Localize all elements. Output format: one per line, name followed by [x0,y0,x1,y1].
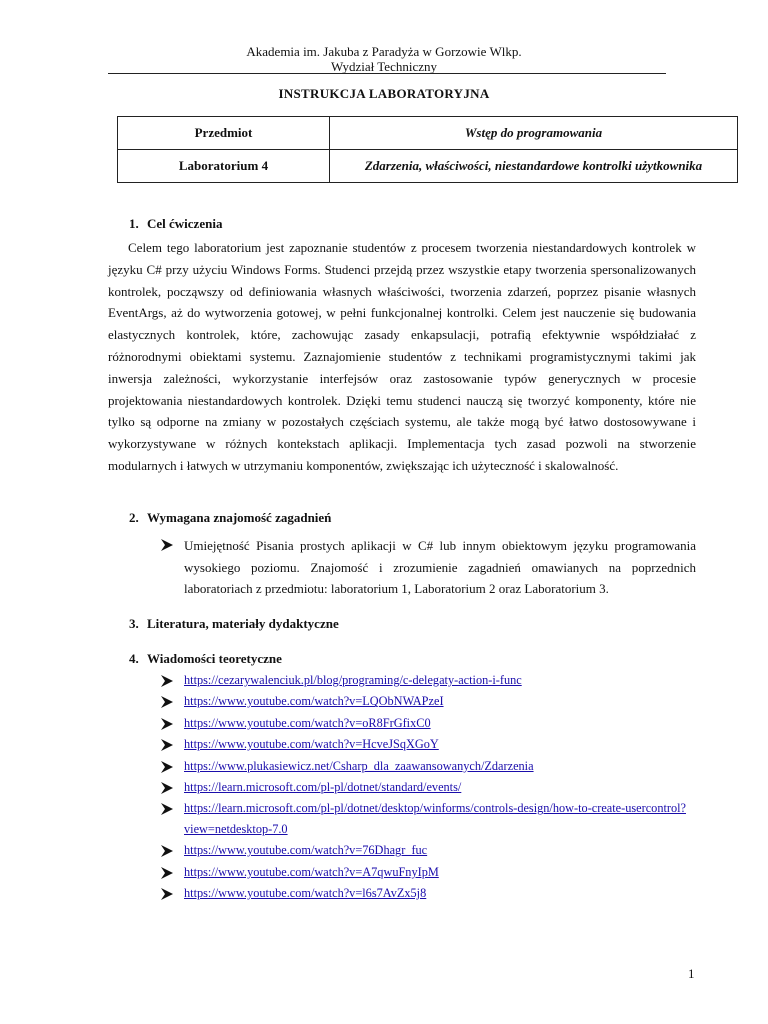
arrowhead-bullet-icon [161,888,173,900]
arrowhead-bullet-icon [161,845,173,857]
arrowhead-bullet-icon [161,718,173,730]
header-faculty: Wydział Techniczny [331,59,437,74]
reference-link[interactable]: https://www.youtube.com/watch?v=oR8FrGfixC0 [184,715,431,730]
list-item [160,862,700,883]
section-title: Wymagana znajomość zagadnień [147,510,332,525]
section-title: Wiadomości teoretyczne [147,651,282,666]
section-title: Cel ćwiczenia [147,216,223,231]
section-heading-theory [129,651,282,667]
goal-paragraph: Celem tego laboratorium jest zapoznanie studentów z procesem tworzenia niestandardowych kontrolek w języku C# przy użyciu Windows Forms. Studenci przejdą przez wszystkie etapy tworzenia spersonalizowanych kontrolek, począwszy od definiowania własnych właściwości, tworzenia zdarzeń, poprzez pisanie własnych EventArgs, aż do wytworzenia gotowej, w pełni funkcjonalnej kontrolki. Celem jest nauczenie się budowania elastycznych kontrolek, które, zachowując zasady enkapsulacji, potrafią efektywnie współdziałać z różnorodnymi obiektami systemu. Zaznajomienie studentów z technikami programistycznymi takimi jak inwersja zależności, wykorzystanie interfejsów oraz zastosowanie typów generycznych w procesie projektowania niestandardowych kontrolek. Dzięki temu studenci nauczą się tworzyć komponenty, które nie tylko są odporne na zmiany w pozostałych częściach systemu, ale także mogą być łatwo dostosowywane i wykorzystywane w różnych kontekstach aplikacji. Implementacja tych zasad pozwoli na stworzenie modularnych i łatwych w utrzymaniu komponentów, zwiększając ich użyteczność i skalowalność. [108,240,696,473]
section-number: 2. [129,510,139,525]
reference-link[interactable]: https://cezarywalenciuk.pl/blog/programing/c-delegaty-action-i-func [184,673,522,687]
reference-link[interactable]: https://www.youtube.com/watch?v=A7qwuFnyIpM [184,864,439,879]
reference-link[interactable]: https://learn.microsoft.com/pl-pl/dotnet/desktop/winforms/controls-design/how-to-create-usercontrol?view=netdesktop-7.0 [184,801,686,837]
list-item [160,713,700,734]
table-row [118,150,738,183]
list-item [160,670,700,691]
list-item [160,777,700,798]
course-info-table [117,116,738,183]
section-number: 4. [129,651,139,666]
list-item [160,756,700,777]
section-heading-requirements [129,510,331,526]
header-institution: Akademia im. Jakuba z Paradyża w Gorzowie Wlkp. [246,44,522,59]
arrowhead-bullet-icon [161,696,173,708]
arrowhead-bullet-icon [161,675,173,687]
reference-link[interactable]: https://www.plukasiewicz.net/Csharp_dla_zaawansowanych/Zdarzenia [184,758,534,773]
section-number: 3. [129,616,139,631]
reference-link[interactable]: https://www.youtube.com/watch?v=LQObNWAPzeI [184,694,444,709]
requirement-text: Umiejętność Pisania prostych aplikacji w C# lub innym obiektowym języku programowania wysokiego poziomu. Znajomość i zrozumienie zagadnień omawianych na poprzednich laboratoriach z przedmiotu: laboratorium 1, Laboratorium 2 oraz Laboratorium 3. [184,538,696,596]
subject-label: Przedmiot [118,117,330,150]
section-title: Literatura, materiały dydaktyczne [147,616,339,631]
requirement-item [160,535,696,600]
reference-link[interactable]: https://www.youtube.com/watch?v=HcveJSqXGoY [184,737,439,752]
reference-link[interactable]: https://www.youtube.com/watch?v=l6s7AvZx5j8 [184,886,427,901]
arrowhead-bullet-icon [161,761,173,773]
reference-link[interactable]: https://www.youtube.com/watch?v=76Dhagr_fuc [184,843,428,858]
arrowhead-bullet-icon [161,782,173,794]
section-heading-goal [129,216,222,232]
subject-value: Wstęp do programowania [330,117,738,150]
section-number: 1. [129,216,139,231]
arrowhead-bullet-icon [161,867,173,879]
list-item [160,883,700,904]
list-item [160,798,700,840]
table-row [118,117,738,150]
list-item [160,840,700,861]
section-heading-literature [129,616,339,632]
list-item [160,734,700,755]
lab-topic: Zdarzenia, właściwości, niestandardowe kontrolki użytkownika [330,150,738,183]
list-item [160,691,700,712]
page-header [0,44,768,74]
reference-link[interactable]: https://learn.microsoft.com/pl-pl/dotnet/standard/events/ [184,780,462,795]
lab-label: Laboratorium 4 [118,150,330,183]
page-number: 1 [688,966,695,981]
reference-links-list [160,670,700,905]
arrowhead-bullet-icon [161,739,173,751]
arrowhead-bullet-icon [161,803,173,815]
document-title: INSTRUKCJA LABORATORYJNA [278,86,490,101]
header-divider [108,73,666,74]
arrowhead-bullet-icon [161,539,173,551]
